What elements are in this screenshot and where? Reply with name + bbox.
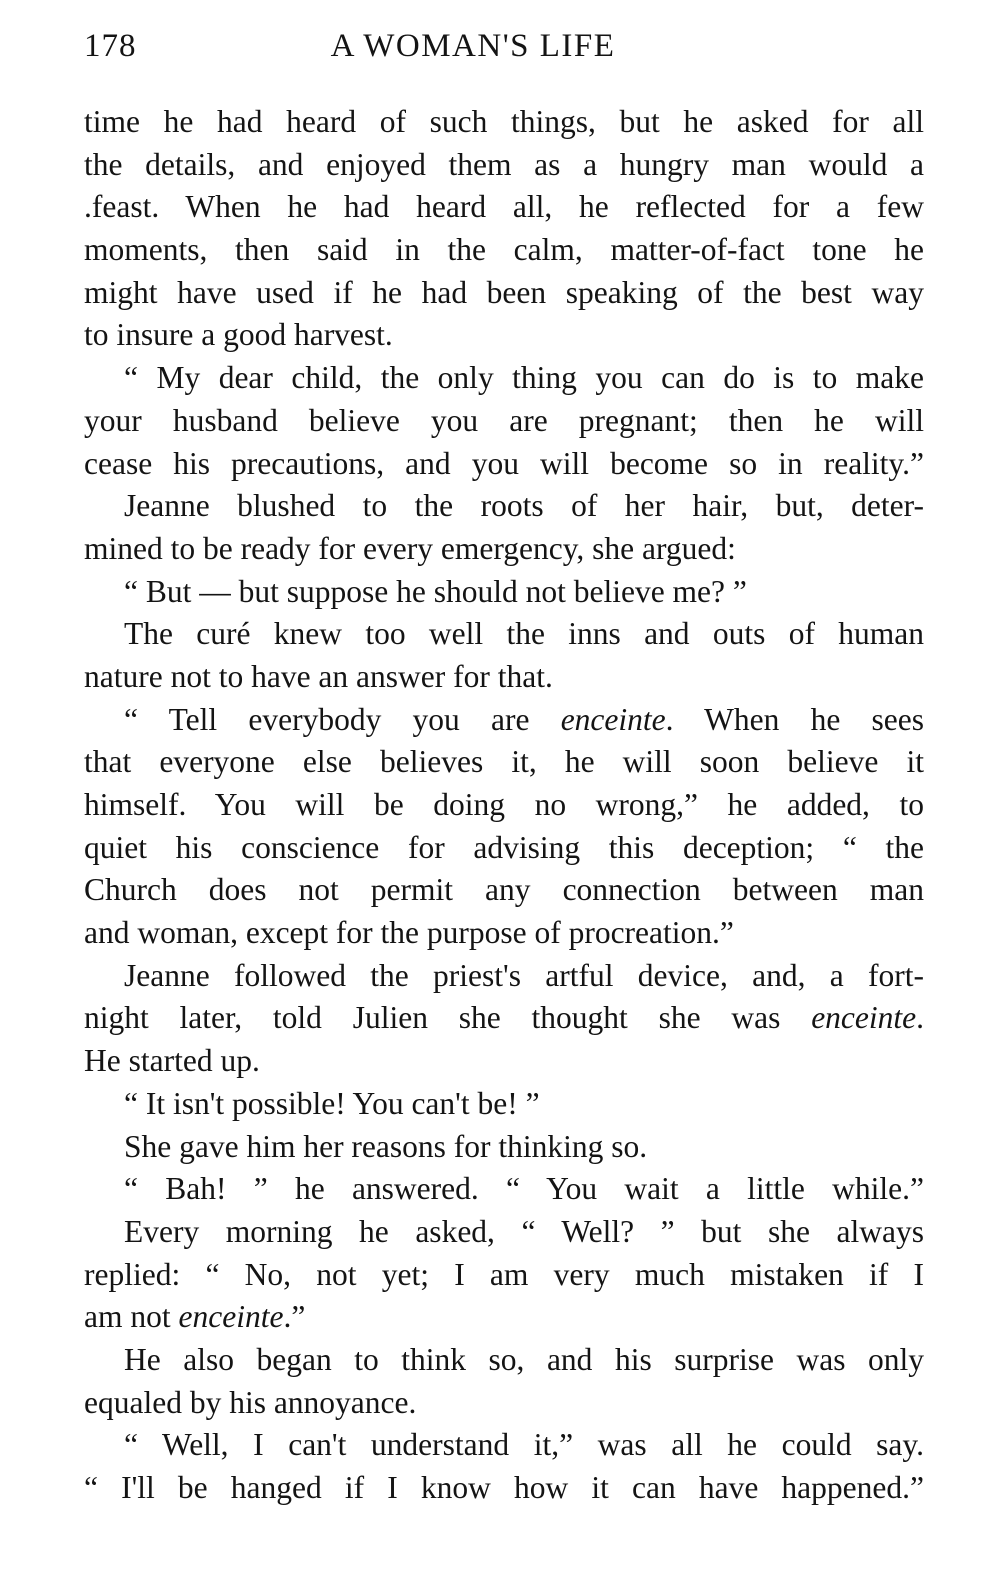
text-line: [84, 1339, 924, 1382]
text-line: [84, 1382, 924, 1425]
text-line: [84, 613, 924, 656]
text-line: [84, 869, 924, 912]
line-text: am not: [84, 1299, 179, 1335]
line-text: He started up.: [84, 1043, 260, 1079]
line-text: “ But — but suppose he should not believe me? ”: [124, 573, 747, 609]
body-text: [84, 101, 924, 1510]
line-text: night later, told Julien she thought she was: [84, 1000, 812, 1036]
text-line: [84, 1168, 924, 1211]
line-text: .feast. When he had heard all, he reflected for a few: [84, 189, 924, 225]
text-line: [84, 741, 924, 784]
text-line: [84, 997, 924, 1040]
line-text: your husband believe you are pregnant; then he will: [84, 402, 924, 438]
line-text: He also began to think so, and his surprise was only: [124, 1341, 924, 1377]
line-text: quiet his conscience for advising this deception; “ the: [84, 829, 924, 865]
text-line: [84, 400, 924, 443]
line-text: Jeanne followed the priest's artful device, and, a fort-: [124, 957, 924, 993]
text-line: [84, 186, 924, 229]
line-text-tail: .”: [283, 1299, 306, 1335]
line-text: the details, and enjoyed them as a hungry man would a: [84, 146, 924, 182]
line-text: cease his precautions, and you will become so in reality.”: [84, 445, 924, 481]
line-text: equaled by his annoyance.: [84, 1384, 417, 1420]
running-title: A WOMAN'S LIFE: [330, 28, 616, 64]
text-line: [84, 784, 924, 827]
text-line: [84, 912, 924, 955]
line-text: The curé knew too well the inns and outs of human: [124, 616, 924, 652]
text-line: [84, 1083, 924, 1126]
line-text: himself. You will be doing no wrong,” he added, to: [84, 787, 924, 822]
line-text: She gave him her reasons for thinking so.: [124, 1128, 648, 1164]
line-text: to insure a good harvest.: [84, 317, 393, 353]
page-header: [84, 28, 922, 72]
line-text: “ Tell everybody you are: [124, 701, 561, 737]
text-line: [84, 357, 924, 400]
line-text: nature not to have an answer for that.: [84, 658, 553, 694]
text-line: [84, 1040, 924, 1083]
text-line: [84, 1254, 924, 1297]
text-line: [84, 1211, 924, 1254]
text-line: [84, 314, 924, 357]
line-text: “ It isn't possible! You can't be! ”: [124, 1085, 540, 1121]
line-text: “ My dear child, the only thing you can do is to make: [124, 360, 924, 396]
line-text-tail: . When he sees: [665, 701, 925, 737]
text-line: [84, 101, 924, 144]
line-text: Jeanne blushed to the roots of her hair, but, deter-: [124, 488, 924, 524]
text-line: [84, 1126, 924, 1169]
line-text: and woman, except for the purpose of procreation.”: [84, 915, 734, 951]
line-text: “ Well, I can't understand it,” was all he could say.: [124, 1427, 924, 1463]
line-text: that everyone else believes it, he will soon believe it: [84, 744, 924, 780]
text-line: [84, 699, 924, 742]
text-line: [84, 485, 924, 528]
text-line: [84, 955, 924, 998]
line-text: Every morning he asked, “ Well? ” but she always: [124, 1213, 924, 1249]
line-text: “ I'll be hanged if I know how it can have happened.”: [84, 1470, 924, 1505]
page-number: 178: [84, 28, 137, 64]
italic-word: enceinte: [178, 1299, 284, 1335]
line-text: “ Bah! ” he answered. “ You wait a little while.”: [124, 1171, 924, 1207]
text-line: [84, 656, 924, 699]
text-line: [84, 144, 924, 187]
text-line: [84, 1467, 924, 1510]
line-text: time he had heard of such things, but he asked for all: [84, 104, 924, 139]
text-line: [84, 443, 924, 486]
text-line: [84, 827, 924, 870]
line-text-tail: .: [916, 1000, 924, 1036]
text-line: [84, 1424, 924, 1467]
line-text: mined to be ready for every emergency, she argued:: [84, 530, 736, 566]
italic-word: enceinte: [811, 1000, 917, 1036]
line-text: might have used if he had been speaking of the best way: [84, 274, 924, 310]
text-line: [84, 571, 924, 614]
line-text: replied: “ No, not yet; I am very much mistaken if I: [84, 1256, 924, 1292]
line-text: moments, then said in the calm, matter-of-fact tone he: [84, 232, 924, 268]
text-line: [84, 1296, 924, 1339]
text-line: [84, 229, 924, 272]
text-line: [84, 528, 924, 571]
italic-word: enceinte: [560, 701, 666, 737]
text-line: [84, 272, 924, 315]
line-text: Church does not permit any connection between man: [84, 872, 924, 908]
